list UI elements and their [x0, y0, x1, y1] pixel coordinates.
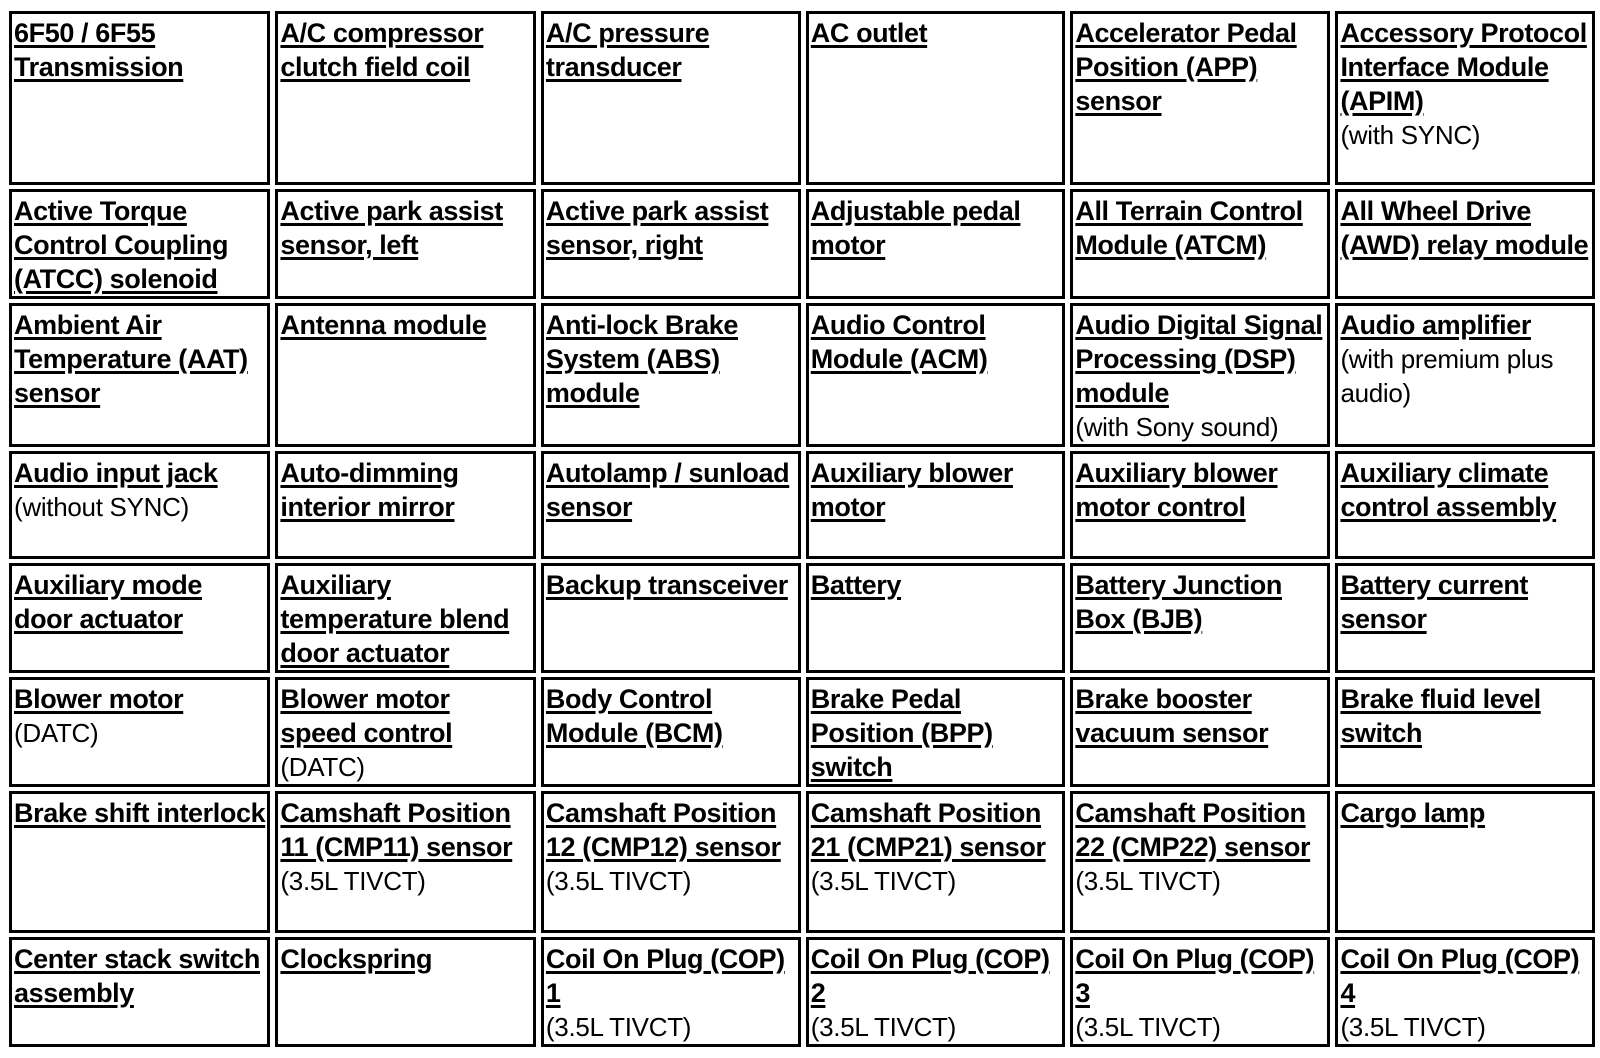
table-cell — [1070, 791, 1330, 933]
component-link[interactable]: Ambient Air Temperature (AAT) sensor — [14, 310, 248, 408]
table-cell — [9, 677, 270, 787]
component-note: (DATC) — [14, 718, 99, 748]
table-cell — [806, 937, 1066, 1047]
component-link[interactable]: Active Torque Control Coupling (ATCC) solenoid — [14, 196, 229, 294]
table-cell — [806, 791, 1066, 933]
component-link[interactable]: Audio Control Module (ACM) — [810, 310, 988, 374]
table-cell — [1070, 451, 1330, 559]
component-link[interactable]: Adjustable pedal motor — [810, 196, 1021, 260]
component-link[interactable]: Audio amplifier — [1340, 310, 1531, 340]
table-cell — [541, 677, 801, 787]
table-row — [9, 677, 1595, 787]
component-link[interactable]: Battery Junction Box (BJB) — [1075, 570, 1282, 634]
table-cell — [1335, 791, 1595, 933]
component-link[interactable]: Center stack switch assembly — [14, 944, 260, 1008]
component-note: (3.5L TIVCT) — [1075, 866, 1221, 896]
component-link[interactable]: Clockspring — [280, 944, 433, 974]
table-cell — [541, 937, 801, 1047]
component-link[interactable]: A/C pressure transducer — [545, 18, 710, 82]
component-note: (3.5L TIVCT) — [810, 866, 956, 896]
table-cell — [9, 937, 270, 1047]
component-link[interactable]: Coil On Plug (COP) 1 — [545, 944, 785, 1008]
table-cell — [1070, 677, 1330, 787]
table-row — [9, 791, 1595, 933]
component-note: (3.5L TIVCT) — [280, 866, 426, 896]
table-row — [9, 563, 1595, 673]
component-link[interactable]: Camshaft Position 22 (CMP22) sensor — [1075, 798, 1311, 862]
table-cell — [1070, 11, 1330, 185]
component-link[interactable]: Coil On Plug (COP) 2 — [810, 944, 1050, 1008]
table-cell — [1335, 563, 1595, 673]
table-cell — [541, 303, 801, 447]
table-cell — [9, 563, 270, 673]
component-link[interactable]: Camshaft Position 12 (CMP12) sensor — [545, 798, 781, 862]
table-cell — [541, 189, 801, 299]
component-link[interactable]: All Terrain Control Module (ATCM) — [1075, 196, 1303, 260]
table-cell — [275, 451, 536, 559]
component-link[interactable]: All Wheel Drive (AWD) relay module — [1340, 196, 1589, 260]
table-cell — [1070, 303, 1330, 447]
component-link[interactable]: AC outlet — [810, 18, 928, 48]
table-cell — [541, 563, 801, 673]
component-note: (with SYNC) — [1340, 120, 1481, 150]
component-link[interactable]: Accelerator Pedal Position (APP) sensor — [1075, 18, 1297, 116]
component-note: (3.5L TIVCT) — [1075, 1012, 1221, 1042]
component-link[interactable]: Camshaft Position 21 (CMP21) sensor — [810, 798, 1046, 862]
table-row — [9, 189, 1595, 299]
table-cell — [806, 677, 1066, 787]
component-link[interactable]: Audio Digital Signal Processing (DSP) module — [1075, 310, 1323, 408]
component-note: (3.5L TIVCT) — [1340, 1012, 1486, 1042]
table-cell — [1335, 937, 1595, 1047]
component-link[interactable]: Brake shift interlock — [14, 798, 266, 828]
component-note: (with Sony sound) — [1075, 412, 1279, 442]
component-note: (3.5L TIVCT) — [810, 1012, 956, 1042]
component-note: (without SYNC) — [14, 492, 189, 522]
component-note: (DATC) — [280, 752, 365, 782]
table-cell — [275, 677, 536, 787]
component-note: (3.5L TIVCT) — [545, 866, 692, 896]
table-cell — [541, 451, 801, 559]
table-cell — [541, 11, 801, 185]
component-link[interactable]: Auxiliary blower motor control — [1075, 458, 1278, 522]
component-note: (with premium plus audio) — [1340, 344, 1554, 408]
component-note: (3.5L TIVCT) — [545, 1012, 692, 1042]
table-cell — [806, 189, 1066, 299]
table-cell — [806, 451, 1066, 559]
table-cell — [275, 937, 536, 1047]
table-cell — [275, 303, 536, 447]
component-link[interactable]: Brake fluid level switch — [1340, 684, 1541, 748]
component-link[interactable]: Coil On Plug (COP) 4 — [1340, 944, 1580, 1008]
component-link[interactable]: Active park assist sensor, left — [280, 196, 503, 260]
table-cell — [806, 563, 1066, 673]
component-link[interactable]: Audio input jack — [14, 458, 218, 488]
table-row — [9, 303, 1595, 447]
component-link[interactable]: 6F50 / 6F55 Transmission — [14, 18, 184, 82]
component-link[interactable]: Camshaft Position 11 (CMP11) sensor — [280, 798, 513, 862]
component-link[interactable]: Battery — [810, 570, 902, 600]
component-link[interactable]: Auxiliary climate control assembly — [1340, 458, 1557, 522]
table-cell — [1070, 937, 1330, 1047]
table-cell — [806, 303, 1066, 447]
table-cell — [1335, 303, 1595, 447]
table-cell — [275, 11, 536, 185]
table-cell — [275, 189, 536, 299]
table-cell — [1070, 189, 1330, 299]
table-cell — [1070, 563, 1330, 673]
component-link[interactable]: Backup transceiver — [545, 570, 788, 600]
component-link[interactable]: Active park assist sensor, right — [545, 196, 769, 260]
component-link[interactable]: Anti-lock Brake System (ABS) module — [545, 310, 738, 408]
table-cell — [1335, 451, 1595, 559]
table-cell — [9, 303, 270, 447]
component-link[interactable]: Coil On Plug (COP) 3 — [1075, 944, 1315, 1008]
table-row — [9, 11, 1595, 185]
component-link[interactable]: Accessory Protocol Interface Module (APIM) — [1340, 18, 1587, 116]
table-cell — [1335, 677, 1595, 787]
component-link[interactable]: Blower motor speed control — [280, 684, 453, 748]
table-row — [9, 937, 1595, 1047]
table-cell — [275, 563, 536, 673]
table-cell — [9, 791, 270, 933]
component-link[interactable]: Auxiliary mode door actuator — [14, 570, 202, 634]
component-link[interactable]: Body Control Module (BCM) — [545, 684, 723, 748]
table-cell — [275, 791, 536, 933]
component-index-table — [4, 7, 1600, 1051]
component-index-body — [9, 11, 1595, 1047]
table-cell — [806, 11, 1066, 185]
table-cell — [1335, 11, 1595, 185]
component-link[interactable]: Cargo lamp — [1340, 798, 1485, 828]
component-link[interactable]: Brake Pedal Position (BPP) switch — [810, 684, 993, 782]
component-link[interactable]: Auto-dimming interior mirror — [280, 458, 459, 522]
table-cell — [1335, 189, 1595, 299]
table-cell — [9, 189, 270, 299]
component-link[interactable]: Auxiliary temperature blend door actuator — [280, 570, 510, 668]
table-cell — [9, 451, 270, 559]
table-cell — [9, 11, 270, 185]
component-link[interactable]: Antenna module — [280, 310, 487, 340]
component-link[interactable]: Autolamp / sunload sensor — [545, 458, 790, 522]
component-link[interactable]: Auxiliary blower motor — [810, 458, 1013, 522]
component-link[interactable]: Blower motor — [14, 684, 184, 714]
component-link[interactable]: A/C compressor clutch field coil — [280, 18, 484, 82]
component-link[interactable]: Battery current sensor — [1340, 570, 1528, 634]
component-link[interactable]: Brake booster vacuum sensor — [1075, 684, 1269, 748]
table-cell — [541, 791, 801, 933]
table-row — [9, 451, 1595, 559]
